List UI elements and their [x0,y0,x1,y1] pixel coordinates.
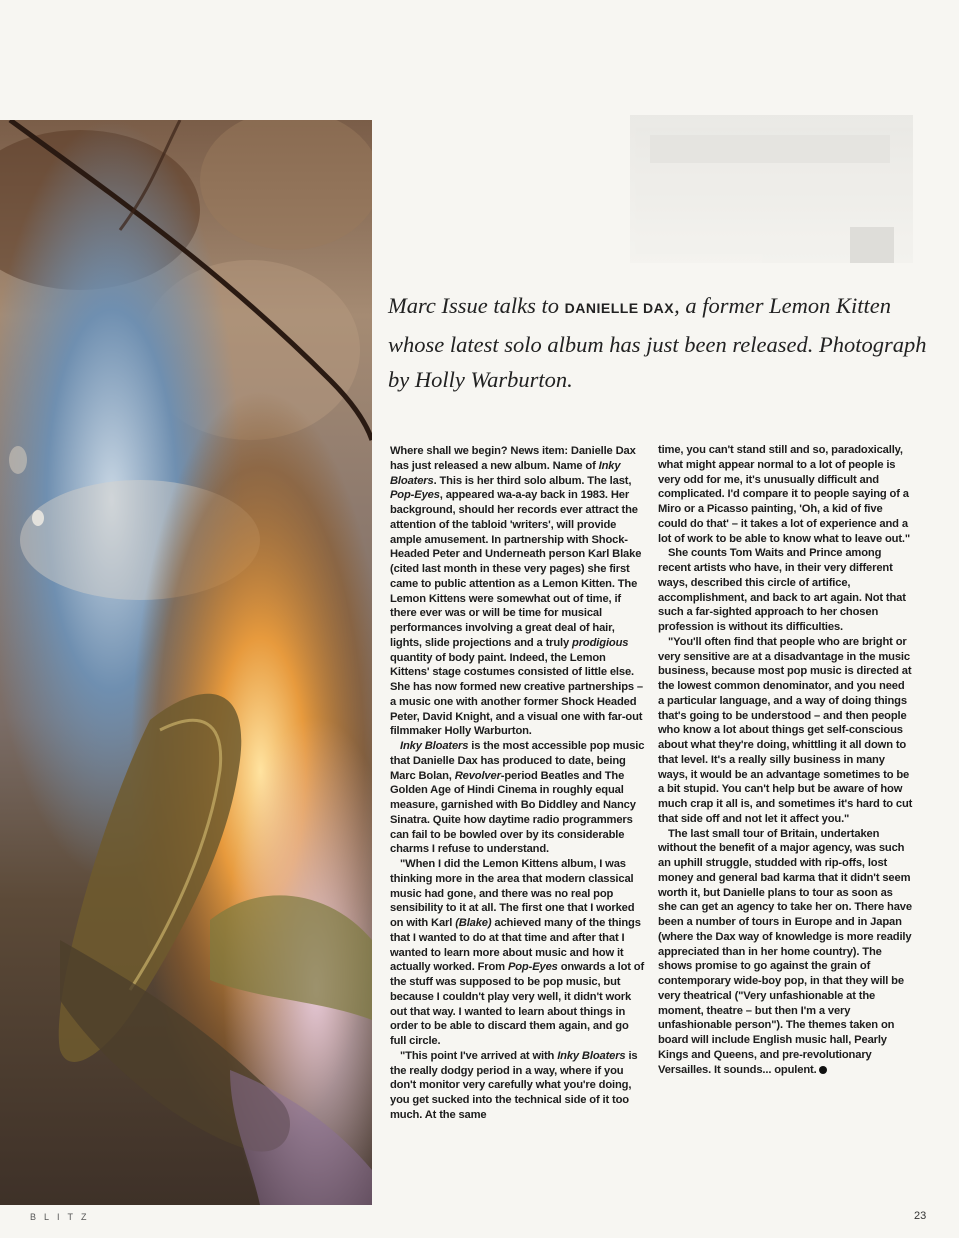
article-paragraph [390,1049,646,1123]
paragraph-text: achieved many of the things that I wanted to do at that time and after that I wanted to learn more about music and how it actually worked. From [390,917,641,974]
article-paragraph [390,739,646,857]
article-column-left [390,444,646,1123]
paragraph-text: , appeared wa-a-ay back in 1983. Her background, should her records ever attract the attention of the tabloid 'writers', will provide ample amusement. In partnership with Shock-Headed Peter and Underneath person Karl Blake (cited last month in these very pages) she first came to public attention as a Lemon Kitten. The Lemon Kittens were somewhat out of time, if there ever was or will be time for musical performances involving a great deal of hair, lights, slide projections and a truly [390,489,642,649]
faded-box [850,227,894,263]
article-paragraph [390,444,646,739]
italic-title-text: Revolver [454,769,501,782]
paragraph-text: She counts Tom Waits and Prince among recent artists who have, in their very different ways, described this circle of artifice, accomplishment, and back to art again. Not that such a far-sighted approach to her chosen profession is without its difficulties. [658,547,906,633]
article-dek [388,288,928,398]
dek-rest: , a former Lemon Kitten whose latest solo album has just been released. Photograph by Holly Warburton. [388,293,927,392]
italic-title-text: Inky Bloaters [557,1049,626,1062]
article-paragraph [658,443,913,546]
italic-title-text: Inky Bloaters [390,459,621,487]
paragraph-text: "You'll often find that people who are bright or very sensitive are at a disadvantage in the music business, because most pop music is directed at the lowest common denominator, and you need a particular language, and a way of doing things that's going to be understood – and then people who know a lot about things get self-conscious about what they're doing, whittling it all down to that level. It's a really silly business in many ways, it would be an advantage sometimes to be a bit stupid. You can't help but be aware of how much crap it all is, and sometimes it's hard to cut that side off and not let it affect you." [658,635,913,825]
faded-background-panel [630,115,913,263]
article-paragraph [390,857,646,1049]
italic-title-text: (Blake) [455,917,492,929]
paragraph-text: time, you can't stand still and so, paradoxically, what might appear normal to a lot of people is very odd for me, it's unusually difficult and complicated. I'd compare it to people saying of a Miro or a Picasso painting, 'Oh, a kid of five could do that' – it takes a lot of experience and a lot of work to be able to know what to leave out." [658,444,911,545]
paragraph-text: . This is her third solo album. The last, [433,474,632,487]
paragraph-text: onwards a lot of the stuff was supposed to be pop music, but because I couldn't play very well, it didn't work out that way. I wanted to learn about things in order to be able to discard them again, and go full circle. [390,961,645,1047]
article-paragraph [658,635,913,827]
paragraph-text: is the really dodgy period in a way, where if you don't monitor very carefully what you're doing, you get sucked into the technical side of it too much. At the same [390,1049,638,1121]
article-column-right [658,443,913,1077]
dek-subject-name: DANIELLE DAX [564,300,675,316]
paragraph-text: The last small tour of Britain, undertaken without the benefit of a major agency, was such an uphill struggle, studded with rip-offs, lost money and general bad karma that it didn't seem worth it, but Danielle plans to tour as soon as she can get an agency to take her on. There have been a number of tours in Europe and in Japan (where the Dax way of knowledge is more readily appreciated than in her home country). The shows promise to go against the grain of contemporary wide-boy pop, in that they will be very theatrical ("Very unfashionable at the moment, theatre – but then I'm a very unfashionable person"). The themes taken on board will include English music hall, Pearly Kings and Queens, and pre-revolutionary Versailles. It sounds... opulent. [658,827,912,1076]
paragraph-text: Where shall we begin? News item: Danielle Dax has just released a new album. Name of [390,445,636,472]
paragraph-text: quantity of body paint. Indeed, the Lemon Kittens' stage costumes consisted of little else. She has now formed new creative partnerships – a music one with another former Shock Headed Peter, David Knight, and a visual one with far-out filmmaker Holly Warburton. [390,651,643,738]
article-paragraph [658,546,913,635]
italic-title-text: Pop-Eyes [507,961,558,974]
italic-title-text: prodigious [572,636,629,649]
lily-photo-illustration [0,120,372,1205]
paragraph-text: "This point I've arrived at with [400,1049,558,1062]
end-mark-icon [819,1066,827,1074]
faded-bar [650,135,890,163]
page-number: 23 [914,1210,927,1222]
italic-title-text: Pop-Eyes [390,489,440,502]
magazine-name-footer: BLITZ [30,1212,95,1222]
paragraph-text: is the most accessible pop music that Danielle Dax has produced to date, being Marc Bolan, [390,740,645,782]
paragraph-text: -period Beatles and The Golden Age of Hindi Cinema in roughly equal measure, garnished with Bo Diddley and Nancy Sinatra. Quite how daytime radio programmers can fail to be bowled over by its considerable charms I refuse to understand. [390,769,636,856]
italic-title-text: Inky Bloaters [400,740,469,752]
article-paragraph [658,827,913,1078]
feature-photograph [0,120,372,1205]
dek-lead: Marc Issue talks to [388,293,565,318]
paragraph-text: "When I did the Lemon Kittens album, I was thinking more in the area that modern classical music had gone, and there was no real pop sensibility to it at all. The first one that I worked on with Karl [390,858,635,929]
